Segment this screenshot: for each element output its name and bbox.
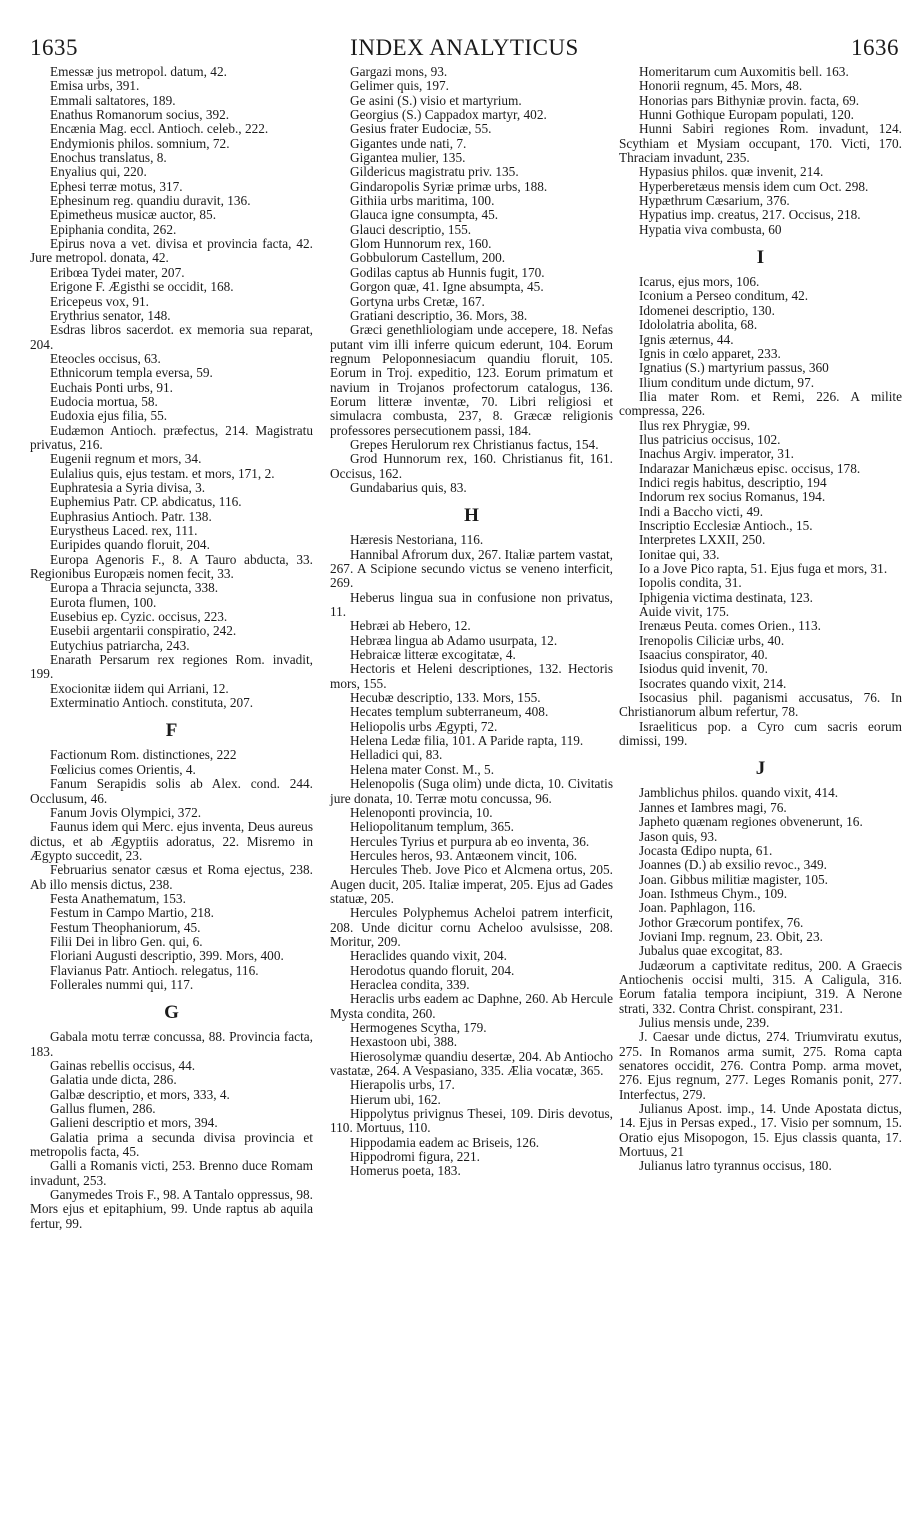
index-entry: Exocionitæ iidem qui Arriani, 12. <box>50 680 229 696</box>
index-entry: Ganymedes Trois F., 98. A Tantalo oppressus, 98. Mors ejus et epitaphium, 99. Unde raptus ab aquila fertur, 99. <box>30 1187 313 1231</box>
index-entry: Hexastoon ubi, 388. <box>350 1034 458 1050</box>
index-entry: Hypatius imp. creatus, 217. Occisus, 218. <box>639 207 861 223</box>
index-entry: Glauca igne consumpta, 45. <box>350 207 499 223</box>
index-entry: Gesius frater Eudociæ, 55. <box>350 121 492 137</box>
index-entry: Idomenei descriptio, 130. <box>639 302 775 318</box>
index-entry: Eulalius quis, ejus testam. et mors, 171, 2. <box>50 465 275 481</box>
index-entry: Helena Ledæ filia, 101. A Paride rapta, 119. <box>350 733 584 749</box>
index-entry: Eudocia mortua, 58. <box>50 393 158 409</box>
index-entry: Idololatria abolita, 68. <box>639 317 758 333</box>
index-entry: Hierosolymæ quandiu desertæ, 204. Ab Antiocho vastatæ, 264. A Vespasiano, 335. Ælia vocatæ, 365. <box>330 1048 613 1079</box>
index-entry: Enochus translatus, 8. <box>50 150 167 166</box>
index-entry: Exterminatio Antioch. constituta, 207. <box>50 695 254 711</box>
index-entry: Græci genethliologiam unde accepere, 18. Nefas putant vim illi inferre quicum ederunt, 104. Eorum regnum Peloponnesiacum quandiu floruit, 105. Eorum in Troj. expeditio, 123. Eorum primatum et navium in Trojanos profectorum catalogus, 136. Eorum litteræ inventæ, 70. Libri religiosi et simulacra combusta, 237, 8. Græcæ religionis professores persecutionem passi, 184. <box>330 322 613 438</box>
index-entry: Herodotus quando floruit, 204. <box>350 962 515 978</box>
index-entry: Grod Hunnorum rex, 160. Christianus fit, 161. Occisus, 162. <box>330 451 613 481</box>
index-entry: Jothor Græcorum pontifex, 76. <box>639 914 804 930</box>
index-entry: Hebræi ab Hebero, 12. <box>350 618 471 634</box>
index-entry: Icarus, ejus mors, 106. <box>639 274 760 290</box>
index-entry: Indarazar Manichæus episc. occisus, 178. <box>639 460 861 476</box>
index-entry: Ignis in cœlo apparet, 233. <box>639 345 781 361</box>
index-entry: Ethnicorum templa eversa, 59. <box>50 365 213 381</box>
index-entry: Heraclides quando vixit, 204. <box>350 948 507 964</box>
index-entry: Gabala motu terræ concussa, 88. Provincia facta, 183. <box>30 1029 313 1059</box>
right-page-number: 1636 <box>851 35 899 60</box>
index-entry: Festum in Campo Martio, 218. <box>50 905 214 921</box>
index-entry: Euphemius Patr. CP. abdicatus, 116. <box>50 494 242 510</box>
index-entry: Hæresis Nestoriana, 116. <box>350 532 484 548</box>
index-entry: Faunus idem qui Merc. ejus inventa, Deus aureus dictus, et ab Ægyptiis adoratus, 22. Misremo in Ægypto succedit, 23. <box>30 819 313 863</box>
index-entry: Epiphania condita, 262. <box>50 221 177 237</box>
index-entry: Erythrius senator, 148. <box>50 307 171 323</box>
index-entry: Enarath Persarum rex regiones Rom. invadit, 199. <box>30 652 313 682</box>
index-entry: Gildericus magistratu priv. 135. <box>350 164 519 180</box>
index-entry: Julianus latro tyrannus occisus, 180. <box>639 1158 832 1174</box>
index-entry: Hierapolis urbs, 17. <box>350 1077 455 1093</box>
index-entry: Eurota flumen, 100. <box>50 594 157 610</box>
index-entry: Isaacius conspirator, 40. <box>639 647 768 663</box>
index-entry: Honorias pars Bithyniæ provin. facta, 69. <box>639 92 860 108</box>
index-entry: Indici regis habitus, descriptio, 194 <box>639 474 827 490</box>
index-entry: Ge asini (S.) visio et martyrium. <box>350 92 522 108</box>
index-entry: Eusebius ep. Cyzic. occisus, 223. <box>50 609 228 625</box>
index-entry: Gargazi mons, 93. <box>350 64 448 79</box>
index-entry: Gobbulorum Castellum, 200. <box>350 250 506 266</box>
index-entry: Godilas captus ab Hunnis fugit, 170. <box>350 264 545 280</box>
section-letter: J <box>755 758 766 780</box>
index-entry: Galieni descriptio et mors, 394. <box>50 1115 218 1131</box>
index-entry: Hypæthrum Cæsarium, 376. <box>639 193 790 209</box>
index-entry: Flavianus Patr. Antioch. relegatus, 116. <box>50 962 259 978</box>
index-entry: Homeritarum cum Auxomitis bell. 163. <box>639 64 849 79</box>
index-entry: Glom Hunnorum rex, 160. <box>350 236 492 252</box>
index-entry: Eteocles occisus, 63. <box>50 350 161 366</box>
index-entry: Galatia prima a secunda divisa provincia et metropolis facta, 45. <box>30 1129 313 1160</box>
index-entry: Hecates templum subterraneum, 408. <box>350 704 549 720</box>
index-entry: Ilium conditum unde dictum, 97. <box>639 374 815 390</box>
index-entry: Inachus Argiv. imperator, 31. <box>639 446 794 462</box>
index-entry: Helenopolis (Suga olim) unde dicta, 10. Civitatis jure donata, 10. Terræ motu concussa, 96. <box>330 776 613 806</box>
index-entry: Ilia mater Rom. et Remi, 226. A milite compressa, 226. <box>619 388 902 419</box>
index-entry: Jubalus quae excogitat, 83. <box>639 943 783 959</box>
section-letter: I <box>756 247 765 269</box>
index-entry: Gallus flumen, 286. <box>50 1101 156 1117</box>
index-entry: Gortyna urbs Cretæ, 167. <box>350 293 485 309</box>
index-entry: Iopolis condita, 31. <box>639 575 742 591</box>
index-entry: Epirus nova a vet. divisa et provincia facta, 42. Jure metropol. donata, 42. <box>30 236 313 266</box>
index-entry: Enathus Romanorum socius, 392. <box>50 107 230 123</box>
index-entry: Hierum ubi, 162. <box>350 1091 441 1107</box>
index-entry: Joan. Gibbus militiæ magister, 105. <box>639 871 828 887</box>
index-entry: Euripides quando floruit, 204. <box>50 537 210 553</box>
index-entry: Inscriptio Ecclesiæ Antioch., 15. <box>639 517 813 533</box>
index-entry: Februarius senator cæsus et Roma ejectus, 238. Ab illo mensis dictus, 238. <box>30 862 313 892</box>
index-entry: Homerus poeta, 183. <box>350 1163 461 1179</box>
index-entry: Joannes (D.) ab exsilio revoc., 349. <box>639 857 827 873</box>
index-entry: Hyperberetæus mensis idem cum Oct. 298. <box>639 178 869 194</box>
index-entry: Euphrasius Antioch. Patr. 138. <box>50 508 212 524</box>
index-entry: Indi a Baccho victi, 49. <box>639 503 764 519</box>
index-entry: Ignis æternus, 44. <box>639 331 734 347</box>
index-entry: Irenæus Peuta. comes Orien., 113. <box>639 618 821 634</box>
index-entry: Fanum Jovis Olympici, 372. <box>50 804 202 820</box>
page-header <box>30 34 899 62</box>
index-entry: Helena mater Const. M., 5. <box>350 761 495 777</box>
index-entry: Eurystheus Laced. rex, 111. <box>50 523 198 538</box>
index-entry: Eudæmon Antioch. præfectus, 214. Magistratu privatus, 216. <box>30 422 313 452</box>
index-entry: Heberus lingua sua in confusione non privatus, 11. <box>330 589 613 620</box>
index-entry: Georgius (S.) Cappadox martyr, 402. <box>350 107 547 123</box>
index-entry: Ignatius (S.) martyrium passus, 360 <box>639 360 829 376</box>
index-entry: Glauci descriptio, 155. <box>350 221 472 237</box>
index-entry: Gainas rebellis occisus, 44. <box>50 1058 196 1073</box>
index-entry: Galli a Romanis victi, 253. Brenno duce Romam invadunt, 253. <box>30 1158 313 1188</box>
index-entry: Eudoxia ejus filia, 55. <box>50 408 168 424</box>
index-entry: Festa Anathematum, 153. <box>50 890 186 906</box>
index-entry: Hecubæ descriptio, 133. Mors, 155. <box>350 690 541 706</box>
index-column-2 <box>330 65 613 1179</box>
index-entry: Joviani Imp. regnum, 23. Obit, 23. <box>639 928 823 944</box>
index-entry: Gundabarius quis, 83. <box>350 479 467 495</box>
index-entry: Julianus Apost. imp., 14. Unde Apostata dictus, 14. Ejus in Persas exped., 17. Visio per somnum, 15. Oratio ejus Misopogon, 15. Ejus classis quanta, 17. Mortuus, 21 <box>619 1101 902 1160</box>
index-entry: Endymionis philos. somnium, 72. <box>50 135 230 151</box>
index-entry: Gelimer quis, 197. <box>350 78 449 94</box>
index-entry: Encænia Mag. eccl. Antioch. celeb., 222. <box>50 121 269 137</box>
index-entry: Europa Agenoris F., 8. A Tauro abducta, 33. Regionibus Europæis nomen fecit, 33. <box>30 551 313 582</box>
index-entry: Julius mensis unde, 239. <box>639 1014 770 1030</box>
index-entry: Isocasius phil. paganismi accusatus, 76. In Christianorum album refertur, 78. <box>619 690 902 720</box>
index-entry: Eugenii regnum et mors, 34. <box>50 451 202 467</box>
index-entry: Irenopolis Ciliciæ urbs, 40. <box>639 632 785 648</box>
index-entry: Io a Jove Pico rapta, 51. Ejus fuga et mors, 31. <box>639 561 888 576</box>
index-entry: Hannibal Afrorum dux, 267. Italiæ partem vastat, 267. A Scipione secundo victus se veneno interficit, 269. <box>330 546 613 591</box>
index-entry: Galbæ descriptio, et mors, 333, 4. <box>50 1086 230 1102</box>
index-entry: Follerales nummi qui, 117. <box>50 976 194 992</box>
index-entry: Factionum Rom. distinctiones, 222 <box>50 747 237 763</box>
index-entry: Esdras libros sacerdot. ex memoria sua reparat, 204. <box>30 322 313 352</box>
index-entry: Eutychius patriarcha, 243. <box>50 637 190 653</box>
index-entry: Hercules Theb. Jove Pico et Alcmena ortus, 205. Augen ducit, 205. Italiæ imperat, 205. Ejus ad Gades statuæ, 205. <box>330 862 613 906</box>
index-entry: Jocasta Œdipo nupta, 61. <box>639 842 773 858</box>
index-entry: Jason quis, 93. <box>639 828 718 844</box>
index-entry: Gratiani descriptio, 36. Mors, 38. <box>350 307 528 323</box>
index-entry: Hercules heros, 93. Antæonem vincit, 106. <box>350 847 578 863</box>
index-entry: Helenoponti provincia, 10. <box>350 804 493 820</box>
index-entry: Fanum Serapidis solis ab Alex. cond. 244. Occlusum, 46. <box>30 776 313 806</box>
index-entry: Eribœa Tydei mater, 207. <box>50 264 185 280</box>
index-entry: Hippodamia eadem ac Briseis, 126. <box>350 1134 540 1150</box>
index-entry: Joan. Isthmeus Chym., 109. <box>639 885 788 901</box>
index-entry: Europa a Thracia sejuncta, 338. <box>50 580 219 596</box>
index-entry: Gorgon quæ, 41. Igne absumpta, 45. <box>350 279 544 295</box>
index-entry: Indorum rex socius Romanus, 194. <box>639 489 826 505</box>
index-entry: Hebraicæ litteræ excogitatæ, 4. <box>350 647 516 663</box>
index-entry: Euphratesia a Syria divisa, 3. <box>50 479 206 495</box>
index-entry: Galatia unde dicta, 286. <box>50 1072 177 1088</box>
index-entry: Fœlicius comes Orientis, 4. <box>50 761 196 777</box>
index-entry: Heliopolis urbs Ægypti, 72. <box>350 718 498 734</box>
index-entry: Iconium a Perseo conditum, 42. <box>639 288 809 304</box>
index-entry: Israeliticus pop. a Cyro cum sacris eorum dimissi, 199. <box>619 718 902 749</box>
index-entry: Hunni Gothique Europam populati, 120. <box>639 107 854 123</box>
index-entry: Isocrates quando vixit, 214. <box>639 675 787 691</box>
index-entry: Gindaropolis Syriæ primæ urbs, 188. <box>350 178 548 194</box>
index-entry: Hypatia viva combusta, 60 <box>639 221 782 237</box>
index-entry: Gigantea mulier, 135. <box>350 150 466 166</box>
left-page-number: 1635 <box>30 35 78 60</box>
index-entry: Filii Dei in libro Gen. qui, 6. <box>50 933 203 949</box>
index-entry: Honorii regnum, 45. Mors, 48. <box>639 78 803 94</box>
index-entry: Euchais Ponti urbs, 91. <box>50 379 173 395</box>
index-entry: Hebræa lingua ab Adamo usurpata, 12. <box>350 632 558 648</box>
index-entry: Hercules Polyphemus Acheloi patrem interficit, 208. Unde dicitur cornu Acheloo avulsisse, 208. Moritur, 209. <box>330 905 613 949</box>
index-entry: Enyalius qui, 220. <box>50 164 147 180</box>
index-entry: Heraclea condita, 339. <box>350 976 470 992</box>
index-entry: Heliopolitanum templum, 365. <box>350 819 514 835</box>
index-entry: Hermogenes Scytha, 179. <box>350 1020 487 1035</box>
index-entry: Helladici qui, 83. <box>350 747 443 763</box>
index-entry: J. Caesar unde dictus, 274. Triumviratu exutus, 275. In Romanos arma sumit, 275. Roma capta senatores occidit, 276. Contra Pomp. arma movet, 276. Ejus regnum, 277. Leges Romanis ponit, 277. Interfectus, 279. <box>619 1029 902 1102</box>
index-entry: Ericepeus vox, 91. <box>50 293 149 309</box>
index-entry: Emisa urbs, 391. <box>50 78 140 94</box>
index-entry: Epimetheus musicæ auctor, 85. <box>50 207 217 223</box>
index-entry: Hippolytus privignus Thesei, 109. Diris devotus, 110. Mortuus, 110. <box>330 1106 613 1136</box>
index-entry: Japheto quænam regiones obvenerunt, 16. <box>639 814 863 830</box>
index-entry: Emessæ jus metropol. datum, 42. <box>50 64 227 79</box>
index-entry: Githiia urbs maritima, 100. <box>350 193 495 209</box>
index-entry: Eusebii argentarii conspiratio, 242. <box>50 623 237 639</box>
index-entry: Joan. Paphlagon, 116. <box>639 900 756 916</box>
index-entry: Ilus patricius occisus, 102. <box>639 431 781 447</box>
index-entry: Judæorum a captivitate reditus, 200. A Graecis Antiochenis occisi multi, 315. A Caligula, 316. Eorum fatalia tempora incipiunt, 319. A Nerone strati, 332. Contra Christ. conspirant, 231. <box>619 957 902 1016</box>
index-entry: Grepes Herulorum rex Christianus factus, 154. <box>350 436 599 452</box>
index-entry: Ephesinum reg. quandiu duravit, 136. <box>50 193 251 209</box>
index-entry: Gigantes unde nati, 7. <box>350 135 467 151</box>
index-entry: Ionitae qui, 33. <box>639 546 720 562</box>
index-entry: Erigone F. Ægisthi se occidit, 168. <box>50 279 234 295</box>
index-column-3 <box>619 65 902 1174</box>
index-column-1 <box>30 65 313 1231</box>
section-letter: G <box>164 1002 179 1024</box>
index-entry: Floriani Augusti descriptio, 399. Mors, 400. <box>50 948 284 964</box>
index-entry: Hunni Sabiri regiones Rom. invadunt, 124. Scythiam et Mysiam occupant, 170. Victi, 170. Thraciam invadunt, 235. <box>619 121 902 166</box>
index-entry: Auide vivit, 175. <box>639 604 730 620</box>
index-entry: Emmali saltatores, 189. <box>50 92 176 108</box>
index-entry: Hypasius philos. quæ invenit, 214. <box>639 164 824 180</box>
index-entry: Iphigenia victima destinata, 123. <box>639 589 813 605</box>
page-title: INDEX ANALYTICUS <box>350 35 579 60</box>
index-entry: Hippodromi figura, 221. <box>350 1149 480 1165</box>
section-letter: F <box>165 720 178 742</box>
index-entry: Interpretes LXXII, 250. <box>639 532 766 548</box>
index-entry: Hectoris et Heleni descriptiones, 132. Hectoris mors, 155. <box>330 661 613 691</box>
index-entry: Hercules Tyrius et purpura ab eo inventa, 36. <box>350 833 590 849</box>
index-entry: Ephesi terræ motus, 317. <box>50 178 183 194</box>
index-entry: Jannes et Iambres magi, 76. <box>639 799 787 815</box>
index-entry: Isiodus quid invenit, 70. <box>639 661 768 677</box>
index-entry: Jamblichus philos. quando vixit, 414. <box>639 785 839 801</box>
index-entry: Ilus rex Phrygiæ, 99. <box>639 417 751 433</box>
section-letter: H <box>464 505 479 527</box>
index-entry: Festum Theophaniorum, 45. <box>50 919 201 935</box>
index-entry: Heraclis urbs eadem ac Daphne, 260. Ab Hercule Mysta condita, 260. <box>330 991 613 1021</box>
